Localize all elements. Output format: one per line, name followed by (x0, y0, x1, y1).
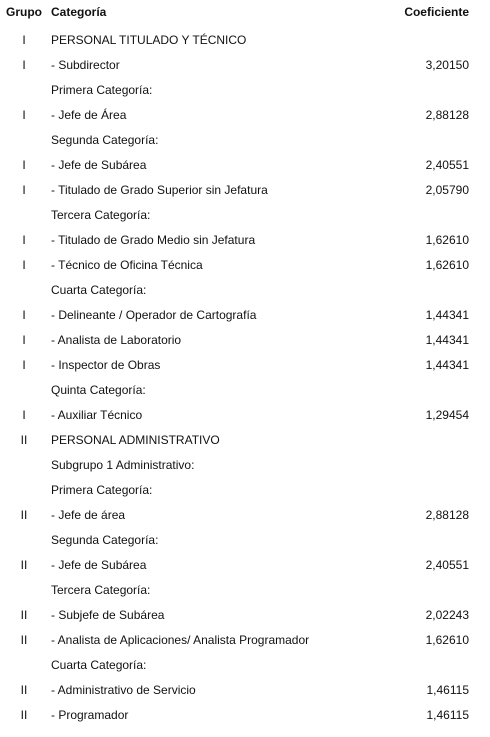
coeficiente-cell: 1,46115 (426, 683, 469, 697)
coeficiente-cell: 2,02243 (425, 608, 469, 622)
categoria-cell: Segunda Categoría: (51, 133, 159, 147)
categoria-cell: - Titulado de Grado Superior sin Jefatura (51, 183, 268, 197)
grupo-cell: I (22, 58, 26, 72)
grupo-cell: II (20, 708, 28, 722)
table-row (0, 177, 490, 202)
grupo-cell: I (22, 33, 26, 47)
table-row (0, 527, 490, 552)
coeficiente-cell: 2,88128 (425, 108, 469, 122)
grupo-cell: II (20, 608, 28, 622)
categoria-cell: - Programador (51, 708, 129, 722)
table-row (0, 602, 490, 627)
table-row (0, 27, 490, 52)
categoria-cell: - Administrativo de Servicio (51, 683, 196, 697)
coeficiente-cell: 2,05790 (425, 183, 469, 197)
coeficiente-cell: 1,44341 (425, 308, 469, 322)
grupo-cell: II (20, 433, 28, 447)
table-row (0, 502, 490, 527)
table-row (0, 577, 490, 602)
coeficiente-cell: 3,20150 (425, 58, 469, 72)
table-row (0, 202, 490, 227)
categoria-cell: - Jefe de área (51, 508, 126, 522)
categoria-cell: - Jefe de Área (51, 108, 127, 122)
categoria-cell: Primera Categoría: (51, 83, 153, 97)
categoria-cell: - Inspector de Obras (51, 358, 161, 372)
categoria-cell: - Analista de Laboratorio (51, 333, 182, 347)
table-body (0, 27, 490, 727)
table-row (0, 102, 490, 127)
categoria-cell: Tercera Categoría: (51, 208, 151, 222)
grupo-cell: I (22, 108, 26, 122)
grupo-cell: II (20, 633, 28, 647)
coeficiente-cell: 1,29454 (425, 408, 469, 422)
grupo-cell: I (22, 308, 26, 322)
table-row (0, 327, 490, 352)
header-categoria: Categoría (51, 5, 107, 19)
table-row (0, 227, 490, 252)
grupo-cell: I (22, 408, 26, 422)
categoria-cell: - Jefe de Subárea (51, 158, 147, 172)
table-header-row (0, 0, 490, 27)
table-row (0, 302, 490, 327)
table-row (0, 77, 490, 102)
categoria-cell: PERSONAL TITULADO Y TÉCNICO (51, 33, 247, 47)
header-coeficiente: Coeficiente (404, 5, 469, 19)
coeficiente-cell: 1,62610 (425, 233, 469, 247)
categoria-cell: PERSONAL ADMINISTRATIVO (51, 433, 220, 447)
categoria-cell: Subgrupo 1 Administrativo: (51, 458, 195, 472)
categoria-cell: Cuarta Categoría: (51, 658, 147, 672)
table-row (0, 627, 490, 652)
grupo-cell: II (20, 683, 28, 697)
table-row (0, 152, 490, 177)
categoria-cell: Quinta Categoría: (51, 383, 146, 397)
table-row (0, 477, 490, 502)
categoria-cell: Primera Categoría: (51, 483, 153, 497)
table-row (0, 402, 490, 427)
categoria-cell: - Subjefe de Subárea (51, 608, 165, 622)
table-row (0, 52, 490, 77)
table-row (0, 677, 490, 702)
categoria-cell: - Jefe de Subárea (51, 558, 147, 572)
categoria-cell: - Auxiliar Técnico (51, 408, 143, 422)
grupo-cell: II (20, 558, 28, 572)
categoria-cell: Segunda Categoría: (51, 533, 159, 547)
coeficiente-cell: 2,88128 (425, 508, 469, 522)
header-grupo: Grupo (6, 5, 42, 19)
table-row (0, 452, 490, 477)
categoria-cell: Tercera Categoría: (51, 583, 151, 597)
categoria-cell: - Delineante / Operador de Cartografía (51, 308, 257, 322)
coeficiente-cell: 1,62610 (425, 258, 469, 272)
grupo-cell: I (22, 358, 26, 372)
coeficiente-cell: 1,44341 (425, 358, 469, 372)
grupo-cell: I (22, 158, 26, 172)
coeficiente-cell: 1,46115 (426, 708, 469, 722)
grupo-cell: I (22, 258, 26, 272)
categoria-cell: Cuarta Categoría: (51, 283, 147, 297)
grupo-cell: I (22, 333, 26, 347)
categoria-cell: - Subdirector (51, 58, 120, 72)
table-row (0, 377, 490, 402)
table-row (0, 127, 490, 152)
grupo-cell: I (22, 233, 26, 247)
table-row (0, 652, 490, 677)
coeficiente-cell: 2,40551 (425, 558, 469, 572)
table-row (0, 277, 490, 302)
coeficiente-cell: 2,40551 (425, 158, 469, 172)
table-row (0, 702, 490, 727)
table-row (0, 252, 490, 277)
table-row (0, 352, 490, 377)
table-row (0, 427, 490, 452)
categoria-cell: - Técnico de Oficina Técnica (51, 258, 203, 272)
grupo-cell: I (22, 183, 26, 197)
categoria-cell: - Analista de Aplicaciones/ Analista Programador (51, 633, 310, 647)
categoria-cell: - Titulado de Grado Medio sin Jefatura (51, 233, 256, 247)
grupo-cell: II (20, 508, 28, 522)
coeficiente-cell: 1,62610 (425, 633, 469, 647)
table-row (0, 552, 490, 577)
coeficiente-cell: 1,44341 (425, 333, 469, 347)
